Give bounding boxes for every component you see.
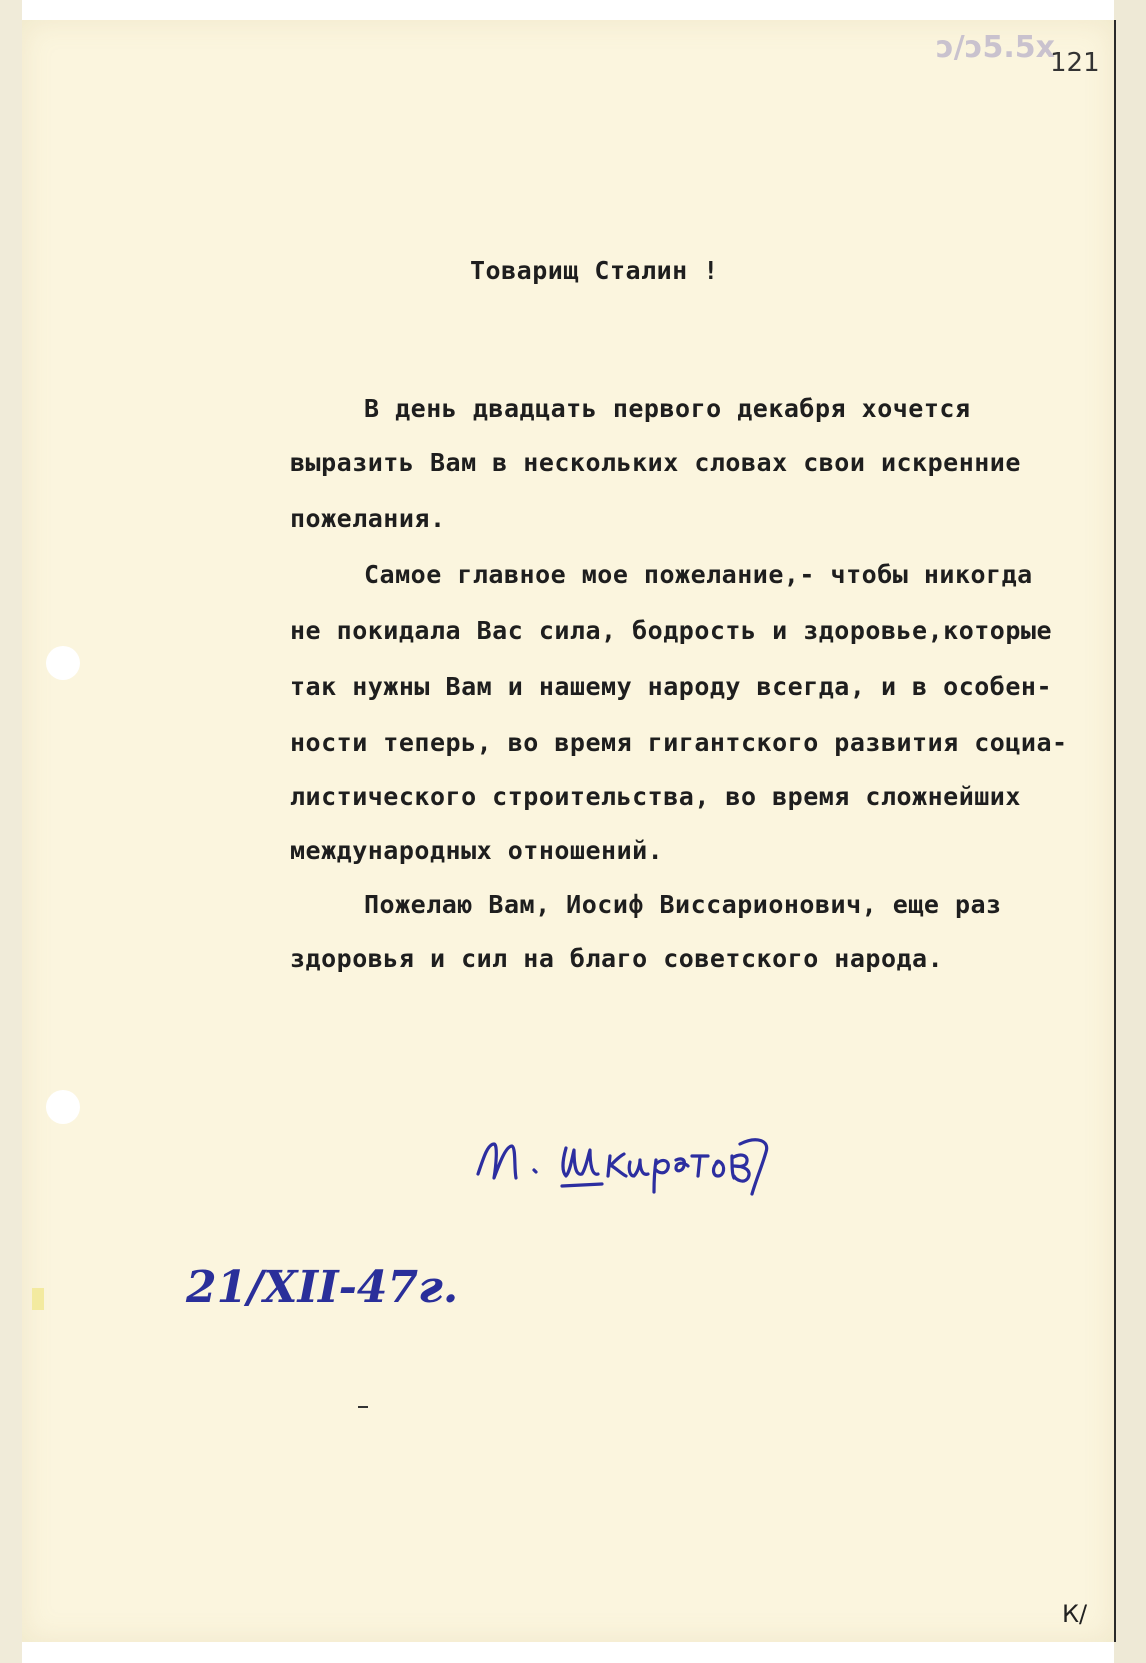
page-number: 121: [1050, 48, 1100, 78]
pencil-dash: [358, 1406, 368, 1408]
yellow-sticker: [32, 1288, 44, 1310]
handwritten-date: 21/XII-47г.: [186, 1262, 459, 1313]
corner-pencil-mark: К/: [1062, 1600, 1088, 1628]
letter-line: ности теперь, во время гигантского развития социа-: [290, 728, 1068, 757]
letter-line: пожелания.: [290, 504, 446, 533]
letter-line: Самое главное мое пожелание,- чтобы никогда: [364, 560, 1033, 589]
letter-line: Пожелаю Вам, Иосиф Виссарионович, еще раз: [364, 890, 1002, 919]
punch-hole-bottom: [46, 1090, 80, 1124]
salutation: Товарищ Сталин !: [470, 256, 719, 285]
letter-line: так нужны Вам и нашему народу всегда, и в особен-: [290, 672, 1053, 701]
scan-left-edge: [0, 0, 22, 1663]
signature: [470, 1122, 800, 1207]
letter-line: В день двадцать первого декабря хочется: [364, 394, 971, 423]
paper-right-border: [1114, 20, 1116, 1642]
letter-line: не покидала Вас сила, бодрость и здоровье,которые: [290, 616, 1053, 645]
letter-line: здоровья и сил на благо советского народа.: [290, 944, 944, 973]
letter-line: выразить Вам в нескольких словах свои искренние: [290, 448, 1021, 477]
handwritten-signature-graphic: [470, 1122, 800, 1202]
letter-line: листического строительства, во время сложнейших: [290, 782, 1021, 811]
letter-line: международных отношений.: [290, 836, 664, 865]
scan-right-edge: [1114, 0, 1146, 1663]
punch-hole-top: [46, 646, 80, 680]
archive-stamp-mark: ɔ/ɔ5.5x: [936, 30, 1056, 65]
